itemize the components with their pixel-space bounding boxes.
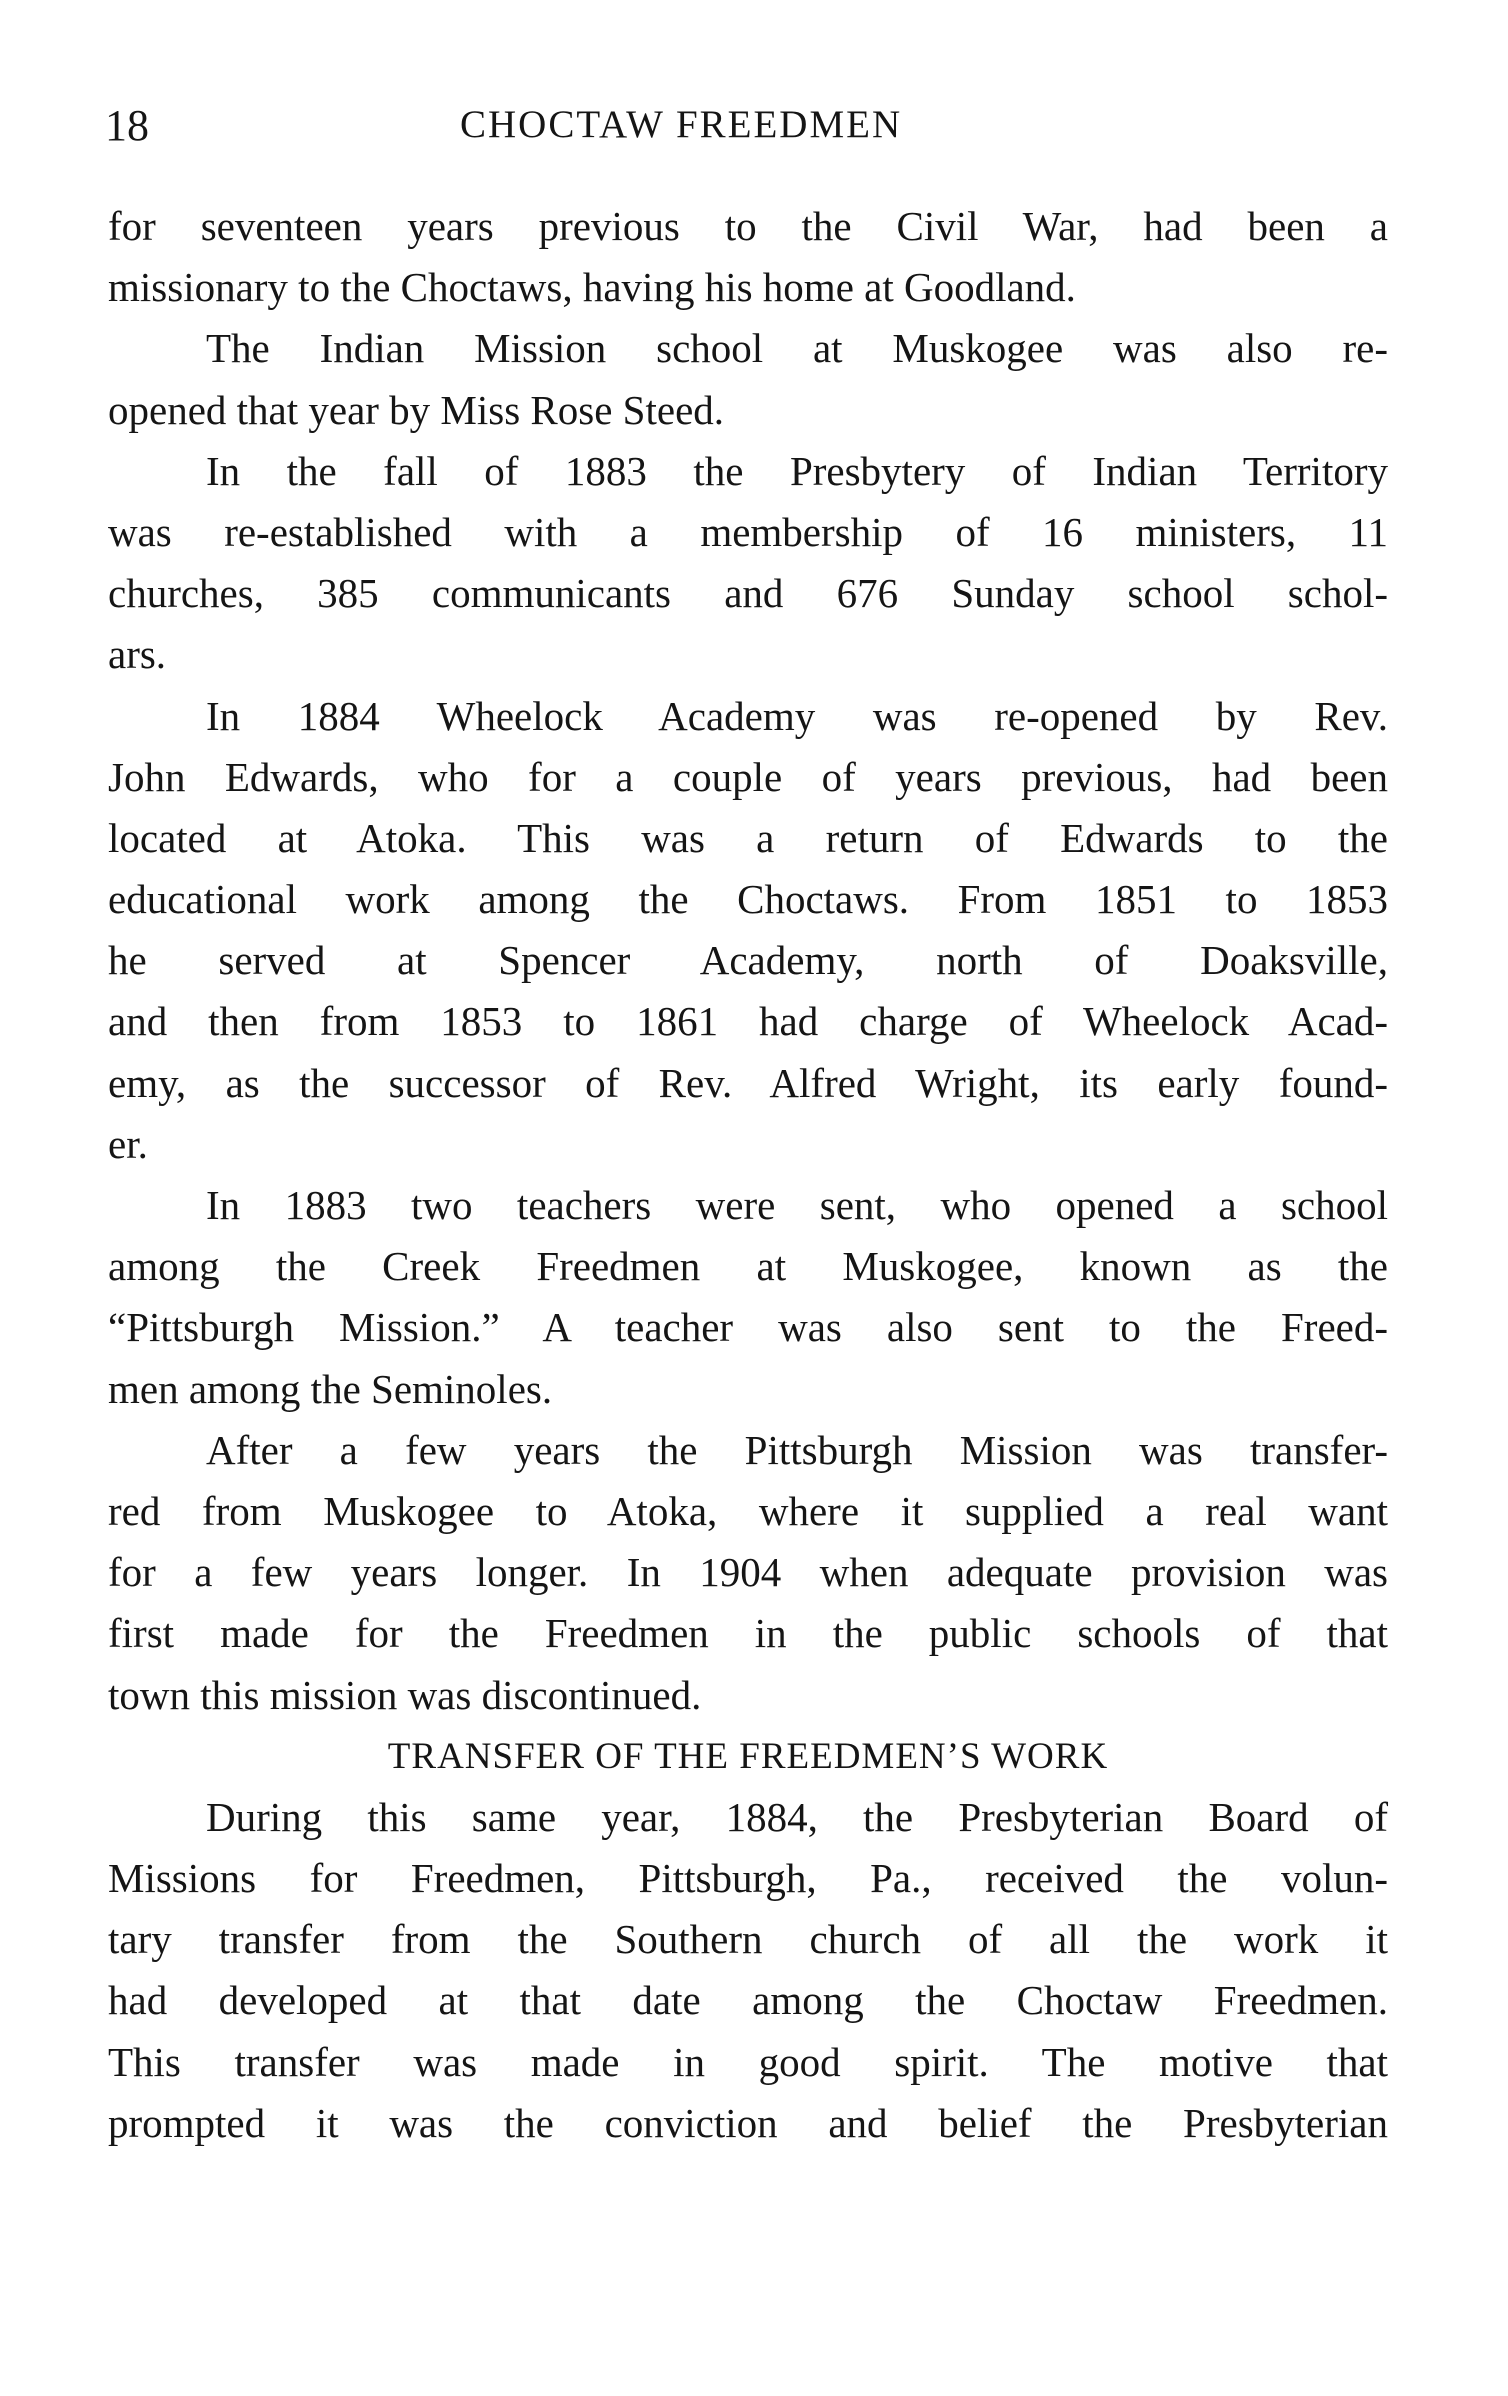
paragraph — [108, 441, 1388, 686]
text-line: town this mission was discontinued. — [108, 1671, 702, 1718]
paragraph — [108, 1420, 1388, 1726]
heading-text: TRANSFER OF THE FREEDMEN’S WORK — [387, 1735, 1109, 1777]
text-line: tary transfer from the Southern church of all the work it — [108, 1916, 1388, 1963]
text-line: men among the Seminoles. — [108, 1365, 553, 1412]
text-line: was re-established with a membership of 16 ministers, 11 — [108, 508, 1388, 555]
page-header — [105, 100, 1385, 160]
text-line: for a few years longer. In 1904 when adequate provision was — [108, 1549, 1388, 1596]
text-line: had developed at that date among the Choctaw Freedmen. — [108, 1977, 1388, 2024]
text-line: Missions for Freedmen, Pittsburgh, Pa., received the volun- — [108, 1855, 1388, 1902]
text-line: and then from 1853 to 1861 had charge of Wheelock Acad- — [108, 998, 1388, 1045]
text-line: first made for the Freedmen in the public schools of that — [108, 1610, 1388, 1657]
paragraph — [108, 1787, 1388, 2154]
text-line: During this same year, 1884, the Presbyterian Board of — [206, 1793, 1388, 1840]
paragraph — [108, 686, 1388, 1176]
text-line: ars. — [108, 631, 167, 678]
text-line: “Pittsburgh Mission.” A teacher was also sent to the Freed- — [108, 1304, 1388, 1351]
paragraph — [108, 196, 1388, 318]
text-line: missionary to the Choctaws, having his home at Goodland. — [108, 264, 1076, 311]
text-line: opened that year by Miss Rose Steed. — [108, 386, 725, 433]
text-line: prompted it was the conviction and belief the Presbyterian — [108, 2099, 1388, 2146]
text-line: er. — [108, 1120, 148, 1167]
text-line: among the Creek Freedmen at Muskogee, known as the — [108, 1243, 1388, 1290]
text-line: In the fall of 1883 the Presbytery of Indian Territory — [206, 447, 1388, 494]
text-line: educational work among the Choctaws. From 1851 to 1853 — [108, 876, 1388, 923]
running-title: CHOCTAW FREEDMEN — [460, 103, 903, 146]
text-line: This transfer was made in good spirit. The motive that — [108, 2038, 1388, 2085]
paragraph — [108, 318, 1388, 440]
text-line: he served at Spencer Academy, north of Doaksville, — [108, 937, 1388, 984]
text-line: In 1884 Wheelock Academy was re-opened by Rev. — [206, 692, 1388, 739]
text-line: red from Muskogee to Atoka, where it supplied a real want — [108, 1487, 1388, 1534]
text-line: The Indian Mission school at Muskogee was also re- — [206, 325, 1388, 372]
page-body — [108, 196, 1388, 2154]
text-line: located at Atoka. This was a return of Edwards to the — [108, 814, 1388, 861]
section-heading — [108, 1726, 1388, 1787]
text-line: John Edwards, who for a couple of years previous, had been — [108, 753, 1388, 800]
page-number: 18 — [105, 101, 149, 150]
text-line: After a few years the Pittsburgh Mission was transfer- — [206, 1426, 1388, 1473]
text-line: churches, 385 communicants and 676 Sunday school schol- — [108, 570, 1388, 617]
text-line: In 1883 two teachers were sent, who opened a school — [206, 1182, 1388, 1228]
text-line: emy, as the successor of Rev. Alfred Wright, its early found- — [108, 1059, 1388, 1106]
text-line: for seventeen years previous to the Civil War, had been a — [108, 203, 1388, 249]
paragraph — [108, 1175, 1388, 1420]
